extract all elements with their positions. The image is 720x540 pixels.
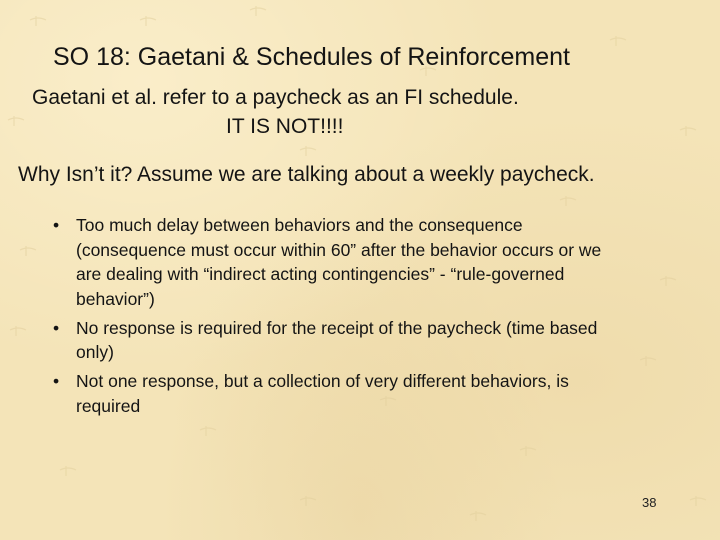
bullet-marker: • [53, 371, 60, 391]
page-number: 38 [642, 495, 657, 510]
bullet-text: No response is required for the receipt of the paycheck (time based only) [76, 317, 598, 362]
bullet-marker: • [53, 215, 60, 235]
bullet-text: Too much delay between behaviors and the consequence (consequence must occur within 60” after the behavior occurs or we are dealing with “indirect acting contingencies” - “rule-governed behavior”) [76, 215, 602, 309]
bullet-marker: • [53, 317, 60, 338]
bullet-item-collection [48, 369, 628, 418]
question-text: Why Isn’t it? Assume we are talking about a weekly paycheck. [18, 163, 595, 186]
slide-subtitle-emphasis: IT IS NOT!!!! [226, 115, 344, 138]
slide-subtitle: Gaetani et al. refer to a paycheck as an FI schedule. [32, 86, 519, 109]
bullet-text: Not one response, but a collection of very different behaviors, is required [76, 371, 569, 416]
slide-title: SO 18: Gaetani & Schedules of Reinforcement [53, 43, 570, 71]
bullet-item-delay [48, 213, 628, 311]
bullet-item-no-response [48, 316, 628, 365]
bullet-list [48, 213, 628, 423]
